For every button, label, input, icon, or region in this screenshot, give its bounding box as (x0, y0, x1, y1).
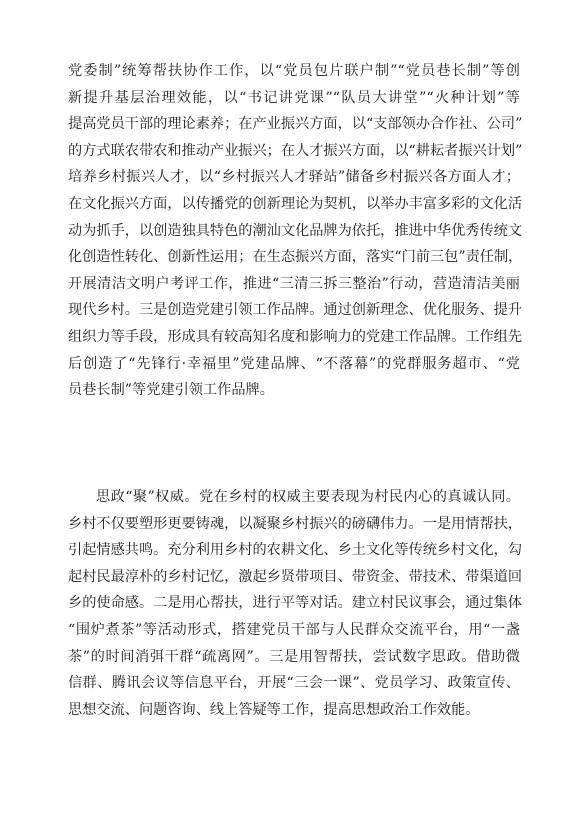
text-line: 党委制”统筹帮扶协作工作，以“党员包片联户制”“党员巷长制”等创 (68, 63, 520, 79)
text-line: 员巷长制”等党建引领工作品牌。 (68, 382, 274, 399)
text-line: 组织力等手段，形成具有较高知名度和影响力的党建工作品牌。工作组先 (68, 328, 523, 345)
text-line: 现代乡村。三是创造党建引领工作品牌。通过创新理念、优化服务、提升 (68, 302, 523, 319)
paragraph-party-building-brands (68, 58, 523, 404)
text-line: 后创造了“先锋行·幸福里”党建品牌、“不落幕”的党群服务超市、“党 (68, 355, 520, 372)
text-line: 思政“聚”权威。党在乡村的权威主要表现为村民内心的真诚认同。 (96, 489, 520, 505)
text-line: 新提升基层治理效能，以“书记讲党课”“队员大讲堂”“火种计划”等 (68, 89, 520, 106)
text-line: 提高党员干部的理论素养；在产业振兴方面，以“支部领办合作社、公司” (68, 116, 523, 133)
paragraph-ideological-authority (68, 484, 523, 723)
text-line: 茶”的时间消弭干群“疏离网”。三是用智帮扶，尝试数字思政。借助微 (68, 648, 520, 665)
text-line: 乡的使命感。二是用心帮扶，进行平等对话。建立村民议事会，通过集体 (68, 595, 523, 612)
text-line: “围炉煮茶”等活动形式，搭建党员干部与人民群众交流平台，用“一盏 (68, 621, 520, 638)
text-line: 起村民最淳朴的乡村记忆，激起乡贤带项目、带资金、带技术、带渠道回 (68, 568, 523, 585)
text-line: 引起情感共鸣。充分利用乡村的农耕文化、乡土文化等传统乡村文化，勾 (68, 542, 523, 559)
text-line: 在文化振兴方面，以传播党的创新理论为契机，以举办丰富多彩的文化活 (68, 195, 523, 212)
text-line: 动为抓手，以创造独具特色的潮汕文化品牌为依托，推进中华优秀传统文 (68, 222, 523, 239)
text-line: 信群、腾讯会议等信息平台，开展“三会一课”、党员学习、政策宣传、 (68, 675, 520, 692)
text-line: 乡村不仅要塑形更要铸魂，以凝聚乡村振兴的磅礴伟力。一是用情帮扶， (68, 515, 523, 532)
text-line: 培养乡村振兴人才，以“乡村振兴人才驿站”储备乡村振兴各方面人才； (68, 169, 520, 186)
text-line: 化创造性转化、创新性运用；在生态振兴方面，落实“门前三包”责任制， (68, 249, 523, 266)
text-line: 思想交流、问题咨询、线上答疑等工作，提高思想政治工作效能。 (68, 701, 480, 718)
text-line: 的方式联农带农和推动产业振兴；在人才振兴方面，以“耕耘者振兴计划” (68, 142, 523, 159)
text-line: 开展清洁文明户考评工作，推进“三清三拆三整治”行动，营造清洁美丽 (68, 275, 520, 292)
